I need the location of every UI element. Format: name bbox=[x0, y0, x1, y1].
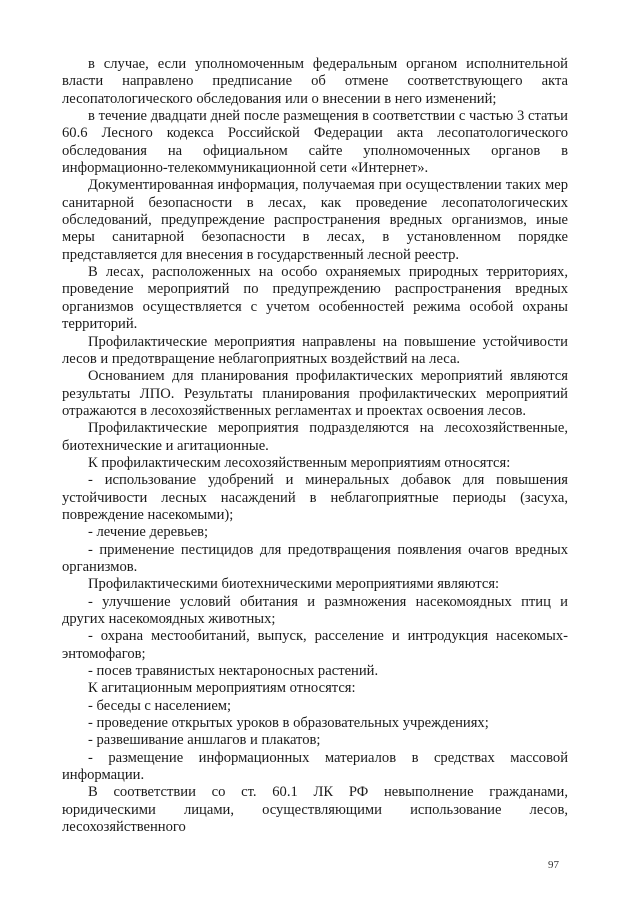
page-body bbox=[62, 56, 568, 836]
list-item: - посев травянистых нектароносных растений. bbox=[88, 663, 379, 680]
paragraph: К профилактическим лесохозяйственным мероприятиям относятся: bbox=[88, 454, 511, 471]
list-item: - применение пестицидов для предотвращения появления очагов вредных организмов. bbox=[62, 541, 568, 575]
paragraph: В лесах, расположенных на особо охраняемых природных территориях, проведение мероприятий по предупреждению распространения вредных организмов осуществляется с учетом особенностей режима особой охраны территорий. bbox=[62, 264, 568, 333]
paragraph: В соответствии со ст. 60.1 ЛК РФ невыполнение гражданами, юридическими лицами, осуществляющими использование лесов, лесохозяйственного bbox=[62, 784, 568, 836]
list-item: - развешивание аншлагов и плакатов; bbox=[88, 732, 321, 749]
list-item: - лечение деревьев; bbox=[88, 524, 209, 541]
paragraph: Основанием для планирования профилактических мероприятий являются результаты ЛПО. Результаты планирования профилактических мероприятий отражаются в лесохозяйственных регламентах и проектах освоения лесов. bbox=[62, 368, 568, 419]
paragraph: Профилактические мероприятия направлены на повышение устойчивости лесов и предотвращение неблагоприятных воздействий на леса. bbox=[62, 333, 568, 367]
list-item: - беседы с населением; bbox=[88, 697, 232, 714]
list-item: - использование удобрений и минеральных добавок для повышения устойчивости лесных насаждений в неблагоприятные периоды (засуха, повреждение насекомыми); bbox=[62, 472, 568, 523]
list-item: - улучшение условий обитания и размножения насекомоядных птиц и других насекомоядных животных; bbox=[62, 593, 568, 627]
paragraph: Документированная информация, получаемая при осуществлении таких мер санитарной безопасности в лесах, как проведение лесопатологических обследований, предупреждение распространения вредных организмов, иные меры санитарной безопасности в лесах, в установленном порядке представляется для внесения в государственный лесной реестр. bbox=[62, 177, 568, 263]
paragraph: в случае, если уполномоченным федеральным органом исполнительной власти направлено предписание об отмене соответствующего акта лесопатологического обследования или о внесении в него изменений; bbox=[62, 56, 568, 107]
list-item: - охрана местообитаний, выпуск, расселение и интродукция насекомых-энтомофагов; bbox=[62, 628, 568, 662]
paragraph: Профилактические мероприятия подразделяются на лесохозяйственные, биотехнические и агитационные. bbox=[62, 420, 568, 454]
paragraph: К агитационным мероприятиям относятся: bbox=[88, 680, 356, 697]
paragraph: Профилактическими биотехническими мероприятиями являются: bbox=[88, 576, 500, 593]
page-number: 97 bbox=[548, 859, 559, 871]
list-item: - проведение открытых уроков в образовательных учреждениях; bbox=[88, 715, 489, 732]
paragraph: в течение двадцати дней после размещения в соответствии с частью 3 статьи 60.6 Лесного кодекса Российской Федерации акта лесопатологического обследования на официальном сайте уполномоченных органов в информационно-телекоммуникационной сети «Интернет». bbox=[62, 108, 568, 177]
list-item: - размещение информационных материалов в средствах массовой информации. bbox=[62, 749, 568, 784]
